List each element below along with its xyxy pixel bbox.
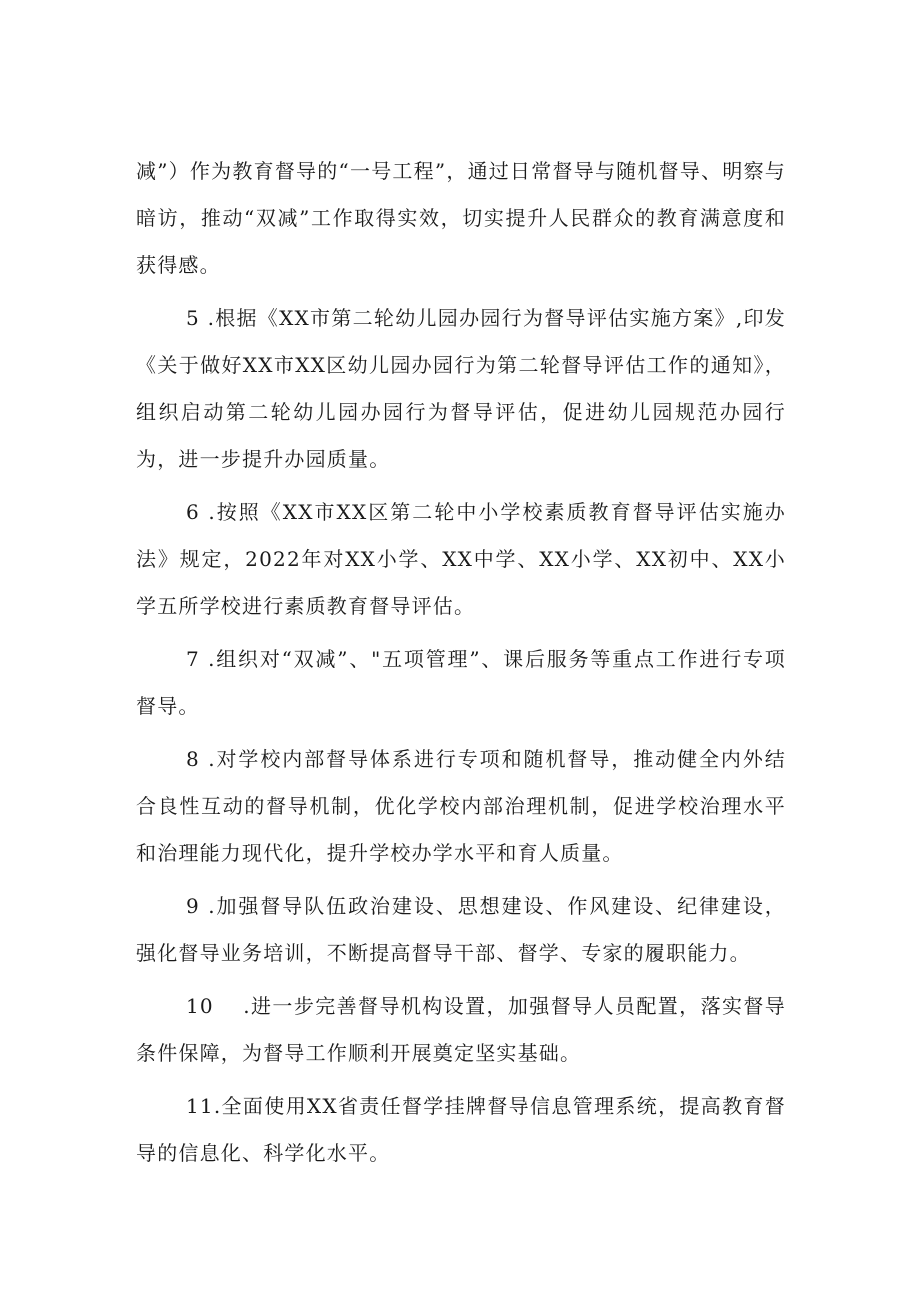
paragraph-item-7: 7 .组织对“双减”、"五项管理”、课后服务等重点工作进行专项督导。 bbox=[136, 647, 786, 718]
paragraph-continuation: 减”）作为教育督导的“一号工程”，通过日常督导与随机督导、明察与暗访，推动“双减”工作取得实效，切实提升人民群众的教育满意度和获得感。 bbox=[136, 159, 786, 277]
paragraph-item-10: 10 .进一步完善督导机构设置，加强督导人员配置，落实督导条件保障，为督导工作顺利开展奠定坚实基础。 bbox=[136, 994, 786, 1065]
paragraph-item-5: 5 .根据《XX市第二轮幼儿园办园行为督导评估实施方案》,印发《关于做好XX市XX区幼儿园办园行为第二轮督导评估工作的通知》，组织启动第二轮幼儿园办园行为督导评估，促进幼儿园规范办园行为，进一步提升办园质量。 bbox=[136, 306, 786, 471]
document-body bbox=[136, 148, 786, 1183]
paragraph-item-6: 6 .按照《XX市XX区第二轮中小学校素质教育督导评估实施办法》规定，2022年对XX小学、XX中学、XX小学、XX初中、XX小学五所学校进行素质教育督导评估。 bbox=[136, 500, 786, 618]
paragraph-item-8: 8 .对学校内部督导体系进行专项和随机督导，推动健全内外结合良性互动的督导机制，优化学校内部治理机制，促进学校治理水平和治理能力现代化，提升学校办学水平和育人质量。 bbox=[136, 747, 786, 865]
paragraph-item-11: 11.全面使用XX省责任督学挂牌督导信息管理系统，提高教育督导的信息化、科学化水平。 bbox=[136, 1094, 786, 1165]
paragraph-item-9: 9 .加强督导队伍政治建设、思想建设、作风建设、纪律建设，强化督导业务培训，不断提高督导干部、督学、专家的履职能力。 bbox=[136, 894, 786, 965]
